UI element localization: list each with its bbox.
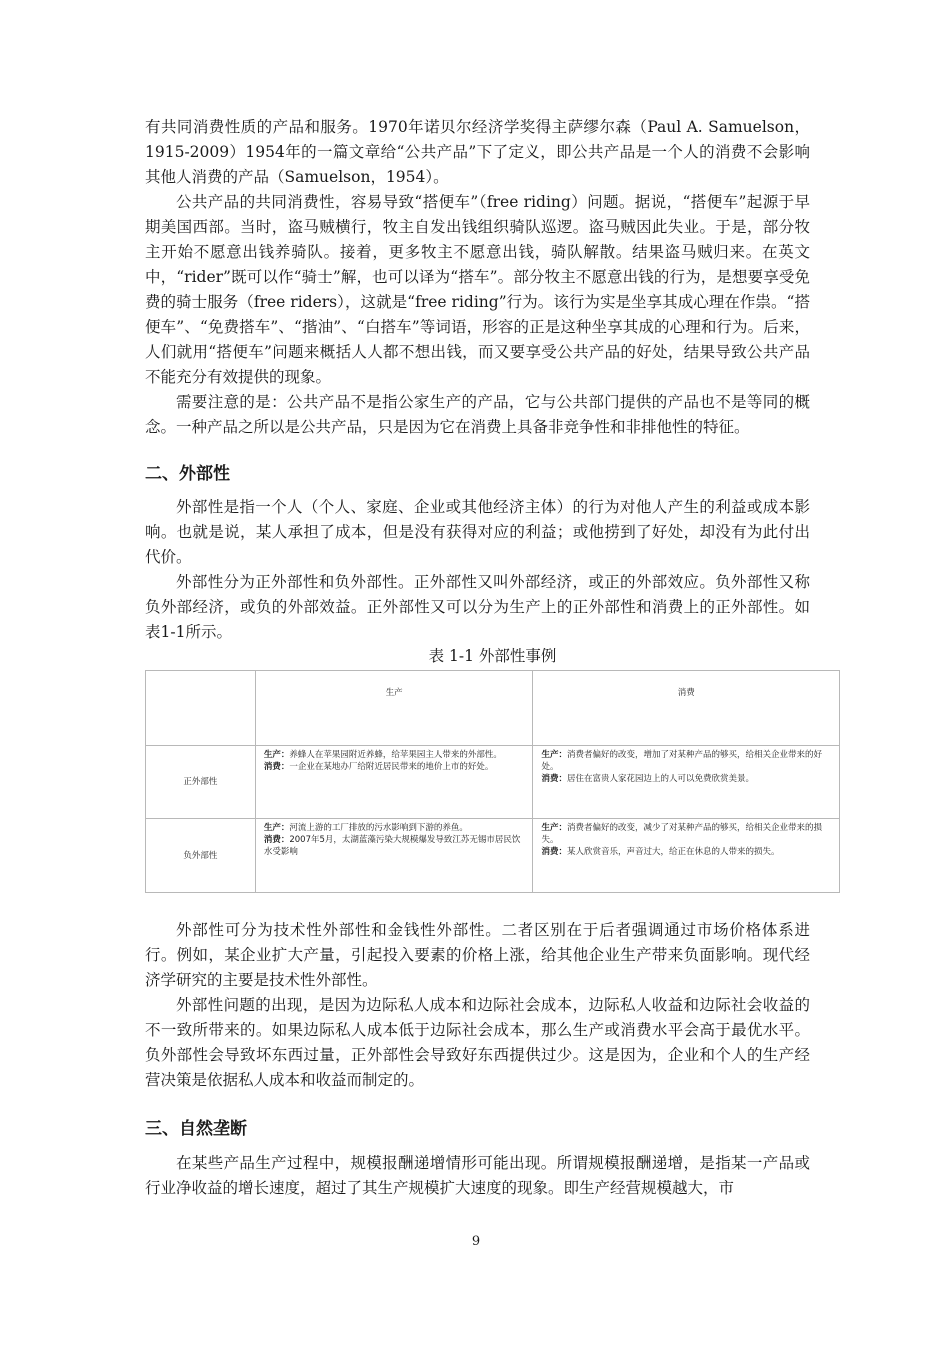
column-header-consumption: 消费	[533, 671, 840, 746]
cell-entry: 消费：一企业在某地办厂给附近居民带来的地价上市的好处。	[263, 762, 494, 772]
cell-entry: 消费：某人欣赏音乐，声音过大，给正在休息的人带来的损失。	[541, 847, 780, 857]
paragraph: 公共产品的共同消费性，容易导致“搭便车”（free riding）问题。据说，“搭便车”起源于早期美国西部。当时，盗马贼横行，牧主自发出钱组织骑队巡逻。盗马贼因此失业。于是，部分牧主开始不愿意出钱养骑队。接着，更多牧主不愿意出钱，骑队解散。结果盗马贼归来。在英文中，“rider”既可以作“骑士”解，也可以译为“搭车”。部分牧主不愿意出钱的行为，是想要享受免费的骑士服务（free riders），这就是“free riding”行为。该行为实是坐享其成心理在作祟。“搭便车”、“免费搭车”、“揩油”、“白搭车”等词语，形容的正是这种坐享其成的心理和行为。后来，人们就用“搭便车”问题来概括人人都不想出钱，而又要享受公共产品的好处，结果导致公共产品不能充分有效提供的现象。	[145, 193, 810, 386]
table-header-row	[146, 671, 840, 746]
paragraph: 外部性可分为技术性外部性和金钱性外部性。二者区别在于后者强调通过市场价格体系进行。例如，某企业扩大产量，引起投入要素的价格上涨，给其他企业生产带来负面影响。现代经济学研究的主要是技术性外部性。	[145, 921, 810, 989]
cell-entry: 消费：2007年5月，太湖蓝藻污染大规模爆发导致江苏无锡市居民饮水受影响	[263, 835, 521, 857]
column-header-production: 生产	[255, 671, 533, 746]
paragraph: 在某些产品生产过程中，规模报酬递增情形可能出现。所谓规模报酬递增，是指某一产品或行业净收益的增长速度，超过了其生产规模扩大速度的现象。即生产经营规模越大，市	[145, 1154, 810, 1197]
cell-entry: 生产：河流上游的工厂排放的污水影响到下游的养鱼。	[263, 823, 468, 833]
cell-entry: 生产：消费者偏好的改变，增加了对某种产品的够买，给相关企业带来的好处。	[541, 750, 822, 772]
section-heading-natural-monopoly: 三、自然垄断	[145, 1119, 247, 1139]
paragraph: 需要注意的是：公共产品不是指公家生产的产品，它与公共部门提供的产品也不是等同的概念。一种产品之所以是公共产品，只是因为它在消费上具备非竞争性和非排他性的特征。	[145, 393, 810, 436]
table-row-positive	[146, 746, 840, 819]
table-caption: 表 1-1 外部性事例	[428, 647, 557, 665]
table-row-negative	[146, 819, 840, 893]
text-block-public-goods	[145, 115, 810, 440]
cell-negative-consumption	[533, 819, 840, 893]
paragraph: 外部性是指一个人（个人、家庭、企业或其他经济主体）的行为对他人产生的利益或成本影响。也就是说，某人承担了成本，但是没有获得对应的利益；或他捞到了好处，却没有为此付出代价。	[145, 498, 810, 566]
cell-entry: 消费：居住在富贵人家花园边上的人可以免费欣赏美景。	[541, 774, 754, 784]
paragraph: 有共同消费性质的产品和服务。1970年诺贝尔经济学奖得主萨缪尔森（Paul A. Samuelson，1915-2009）1954年的一篇文章给“公共产品”下了定义，即公共产品是一个人的消费不会影响其他人消费的产品（Samuelson，1954）。	[145, 118, 810, 186]
paragraph: 外部性问题的出现，是因为边际私人成本和边际社会成本，边际私人收益和边际社会收益的不一致所带来的。如果边际私人成本低于边际社会成本，那么生产或消费水平会高于最优水平。负外部性会导致坏东西过量，正外部性会导致好东西提供过少。这是因为，企业和个人的生产经营决策是依据私人成本和收益而制定的。	[145, 996, 810, 1089]
cell-positive-consumption	[533, 746, 840, 819]
text-block-externality	[145, 495, 810, 645]
row-header-negative: 负外部性	[146, 819, 256, 893]
cell-entry: 生产：养蜂人在苹果园附近养蜂，给苹果园主人带来的外部性。	[263, 750, 502, 760]
cell-negative-production	[255, 819, 533, 893]
row-header-positive: 正外部性	[146, 746, 256, 819]
page-number: 9	[471, 1234, 481, 1249]
externality-table	[145, 670, 840, 893]
paragraph: 外部性分为正外部性和负外部性。正外部性又叫外部经济，或正的外部效应。负外部性又称负外部经济，或负的外部效益。正外部性又可以分为生产上的正外部性和消费上的正外部性。如表1-1所示。	[145, 573, 810, 641]
section-heading-externality: 二、外部性	[145, 464, 230, 484]
text-block-externality-types	[145, 918, 810, 1093]
table-corner-cell	[146, 671, 256, 746]
cell-positive-production	[255, 746, 533, 819]
cell-entry: 生产：消费者偏好的改变，减少了对某种产品的够买，给相关企业带来的损失。	[541, 823, 822, 845]
text-block-natural-monopoly	[145, 1151, 810, 1201]
